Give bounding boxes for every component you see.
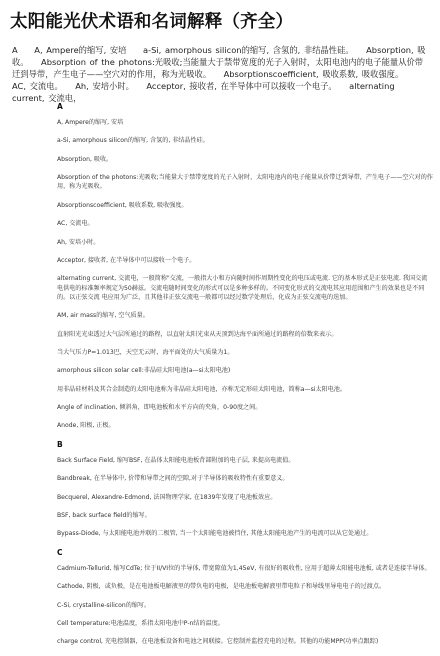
glossary-entry: C-Si, crystalline-silicon的缩写。: [57, 601, 151, 609]
section-letter-c: C: [57, 547, 63, 557]
glossary-entry: Anode, 阳极, 正极。: [57, 422, 115, 430]
glossary-entry: alternating current, 交流电，一般简称"交流，一般指大小和方向随时间作周期性变化的电压或电流. 它的基本形式是正弦电流. 我国交流电供电的标准频率规定为50赫兹。交流电随时间变化的形式可以是多种多样的。不同变化形式的交流电其应用范围和产生的效果也是不同的。以正弦交流 电应用为广泛，且其他非正弦交流电一般都可以经过数学处理后，化成为正弦交流电的迭加。: [57, 275, 428, 301]
glossary-entry: Absorption of the photons:光吸收;当能量大于禁带宽度的光子入射时，太阳电池内的电子能量从价带迁到导带，产生电子——空穴对的作用，称为光吸收。: [57, 174, 433, 191]
glossary-entry: 用非晶硅材料及其合金制造的太阳电池称为非晶硅太阳电池，亦称无定形硅太阳电池，简称a—si太阳电池。: [57, 385, 346, 393]
glossary-entry: Cathode, 阴极，或负极，是在电池板电解液里的带负电的电极，是电池板电解液里带电粒子和导线里导电电子的过渡点。: [57, 583, 386, 591]
glossary-entry: Absorption, 吸收。: [57, 155, 113, 163]
page-title: 太阳能光伏术语和名词解释（齐全）: [10, 12, 294, 32]
section-letter-a: A: [57, 102, 63, 111]
glossary-entry: BSF, back surface field的缩写。: [57, 512, 151, 520]
glossary-body: [57, 102, 433, 656]
glossary-entry: Cadmium-Tellurid, 缩写CdTe; 位于II/VI位的半导体, 带宽隙值为1,45eV, 有很好的吸收性, 应用于超薄太阳能电池板, 或者是连接半导体。: [57, 564, 431, 572]
glossary-entry: AC, 交流电。: [57, 220, 94, 228]
intro-paragraph: A A, Ampere的缩写, 安培 a-Si, amorphous silicon的缩写, 含氢的, 非结晶性硅。 Absorption, 吸收。 Absorption of the photons:光吸收;当能量大于禁带宽度的光子入射时，太阳电池内的电子能量从价带迁到导带，产生电子——空穴对的作用，称为光吸收。 Absorptionscoefficient, 吸收系数, 吸收强度。 AC, 交流电。 Ah, 安培小时。 Acceptor, 接收者, 在半导体中可以接收一个电子。 alternating current, 交流电，: [12, 45, 426, 103]
glossary-entry: Bandbreak, 在半导体中, 价带和导带之间的空隙,对于半导体的吸收特性有重要意义。: [57, 475, 289, 483]
glossary-entry: 当大气压力P=1.013巴，天空无云时，海平面处的大气质量为1。: [57, 348, 234, 356]
glossary-entry: Absorptionscoefficient, 吸收系数, 吸收强度。: [57, 201, 188, 209]
glossary-entry: Becquerel, Alexandre-Edmond, 法国物理学家, 在1839年发现了电池板效应。: [57, 493, 277, 501]
glossary-entry: Acceptor, 接收者, 在半导体中可以接收一个电子。: [57, 256, 196, 264]
glossary-entry: Bypass-Diode, 与太阳能电池并联的二极管, 当一个太阳能电池被挡住, 其他太阳能电池产生的电流可以从它处通过。: [57, 530, 373, 538]
glossary-entry: Angle of inclination, 倾斜角，即电池板和水平方向的夹角，0-90度之间。: [57, 404, 262, 412]
glossary-entry: amorphous silicon solar cell:非晶硅太阳电池(a—si太阳电池): [57, 367, 231, 375]
glossary-entry: A, Ampere的缩写, 安培: [57, 119, 124, 126]
glossary-entry: a-Si, amorphous silicon的缩写, 含氢的, 非结晶性硅。: [57, 137, 209, 145]
glossary-entry: charge control, 充电控制器，在电池板设备和电池之间联接。它控制并监控充电的过程。其他的功能MPP(功率点跟踪): [57, 638, 379, 646]
glossary-entry: 直射阳光光束透过大气层所通过的路程，以直射太阳光束从天顶到达海平面所通过的路程的倍数来表示。: [57, 330, 338, 338]
glossary-entry: AM, air mass的缩写, 空气质量。: [57, 312, 149, 320]
section-letter-b: B: [57, 439, 63, 449]
glossary-entry: Ah, 安培小时。: [57, 238, 100, 246]
glossary-entry: Back Surface Field, 缩写BSF, 在晶体太阳能电池板背部附加的电子层, 来提高电流值。: [57, 456, 295, 464]
glossary-entry: Cell temperature:电池温度，系指太阳电池中P-n结的温度。: [57, 619, 224, 627]
